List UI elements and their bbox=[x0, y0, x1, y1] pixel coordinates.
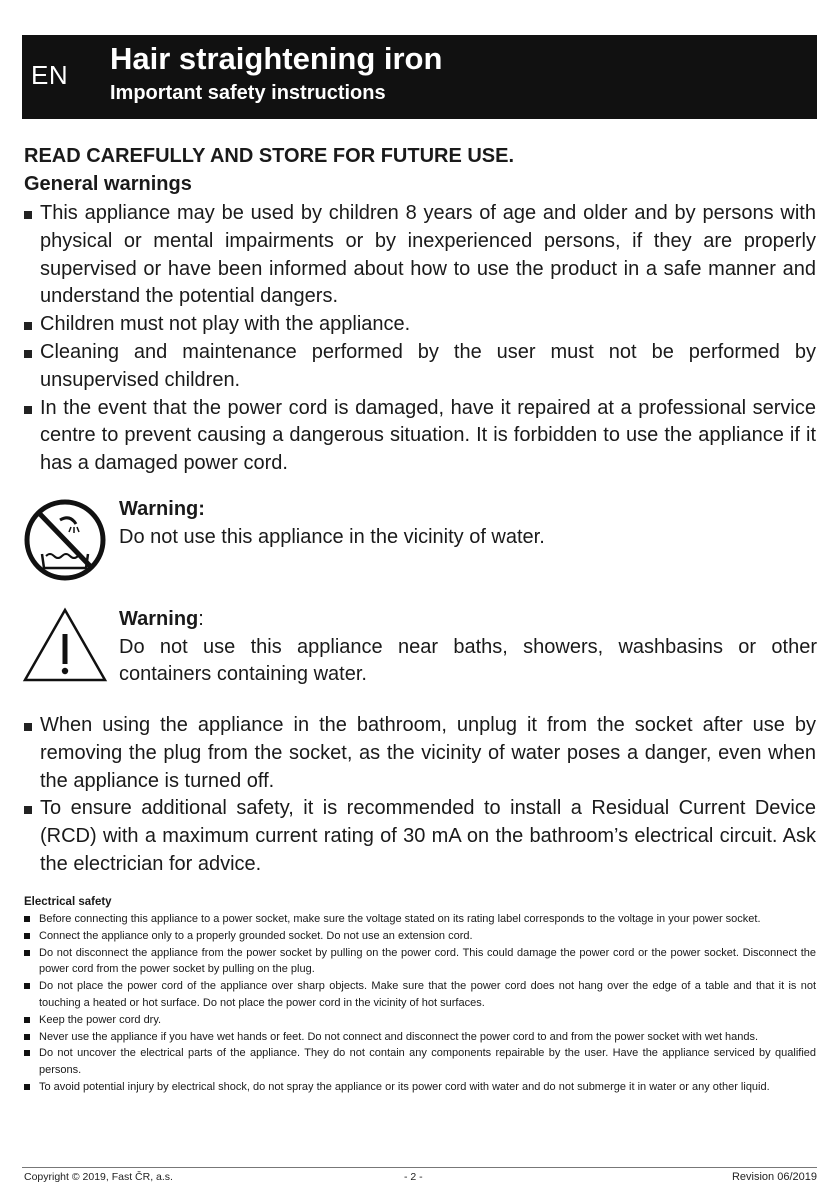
bathroom-list bbox=[24, 712, 816, 879]
footer-divider bbox=[22, 1167, 817, 1168]
list-item: Do not disconnect the appliance from the power socket by pulling on the power cord. This could damage the power cord or the power socket. Disconnect the power cord from the power socket by pulling on the plug. bbox=[24, 945, 816, 979]
warning-title: Warning bbox=[119, 608, 199, 630]
list-item: Do not uncover the electrical parts of the appliance. They do not contain any components repairable by the user. Have the appliance serviced by qualified persons. bbox=[24, 1045, 816, 1079]
exclamation-triangle-icon bbox=[22, 606, 108, 684]
general-warnings-heading: General warnings bbox=[24, 173, 192, 195]
page-subtitle: Important safety instructions bbox=[110, 82, 386, 104]
warning-colon: : bbox=[198, 608, 204, 630]
water-warning bbox=[22, 496, 817, 586]
list-item: Never use the appliance if you have wet hands or feet. Do not connect and disconnect the power cord to and from the power socket with wet hands. bbox=[24, 1029, 816, 1046]
list-item: To avoid potential injury by electrical shock, do not spray the appliance or its power cord with water and do not submerge it in water or any other liquid. bbox=[24, 1079, 816, 1096]
list-item: Do not place the power cord of the appliance over sharp objects. Make sure that the power cord does not hang over the edge of a table and that it is not touching a heated or hot surface. Do not place the power cord in the vicinity of hot surfaces. bbox=[24, 978, 816, 1012]
electrical-safety-list bbox=[24, 911, 816, 1096]
list-item: This appliance may be used by children 8 years of age and older and by persons with physical or mental impairments or by inexperienced persons, if they are properly supervised or have been informed about how to use the product in a safe manner and understand the potential dangers. bbox=[24, 200, 816, 311]
warning-text: Do not use this appliance near baths, showers, washbasins or other containers containing water. bbox=[119, 635, 817, 685]
header-bar bbox=[22, 35, 817, 119]
warning-title: Warning: bbox=[119, 498, 205, 520]
list-item: Connect the appliance only to a properly grounded socket. Do not use an extension cord. bbox=[24, 928, 816, 945]
read-carefully-notice: READ CAREFULLY AND STORE FOR FUTURE USE. bbox=[24, 145, 515, 167]
warning-text: Do not use this appliance in the vicinity of water. bbox=[119, 525, 545, 548]
list-item: In the event that the power cord is damaged, have it repaired at a professional service centre to prevent causing a dangerous situation. It is forbidden to use the appliance if it has a damaged power cord. bbox=[24, 395, 816, 478]
language-code: EN bbox=[31, 60, 69, 90]
list-item: When using the appliance in the bathroom, unplug it from the socket after use by removing the plug from the socket, as the vicinity of water poses a danger, even when the appliance is turned off. bbox=[24, 712, 816, 795]
list-item: Before connecting this appliance to a power socket, make sure the voltage stated on its rating label corresponds to the voltage in your power socket. bbox=[24, 911, 816, 928]
page-number: - 2 - bbox=[404, 1171, 423, 1183]
list-item: Cleaning and maintenance performed by the user must not be performed by unsupervised children. bbox=[24, 339, 816, 395]
copyright-text: Copyright © 2019, Fast ČR, a.s. bbox=[24, 1171, 173, 1183]
bath-warning bbox=[22, 606, 817, 691]
list-item: To ensure additional safety, it is recommended to install a Residual Current Device (RCD) with a maximum current rating of 30 mA on the bathroom’s electrical circuit. Ask the electrician for advice. bbox=[24, 795, 816, 878]
list-item: Keep the power cord dry. bbox=[24, 1012, 816, 1029]
page-title: Hair straightening iron bbox=[110, 41, 443, 76]
list-item: Children must not play with the appliance. bbox=[24, 311, 816, 339]
electrical-safety-heading: Electrical safety bbox=[24, 896, 112, 908]
no-water-icon bbox=[22, 496, 108, 584]
revision-text: Revision 06/2019 bbox=[731, 1171, 817, 1183]
general-warnings-list bbox=[24, 200, 816, 478]
